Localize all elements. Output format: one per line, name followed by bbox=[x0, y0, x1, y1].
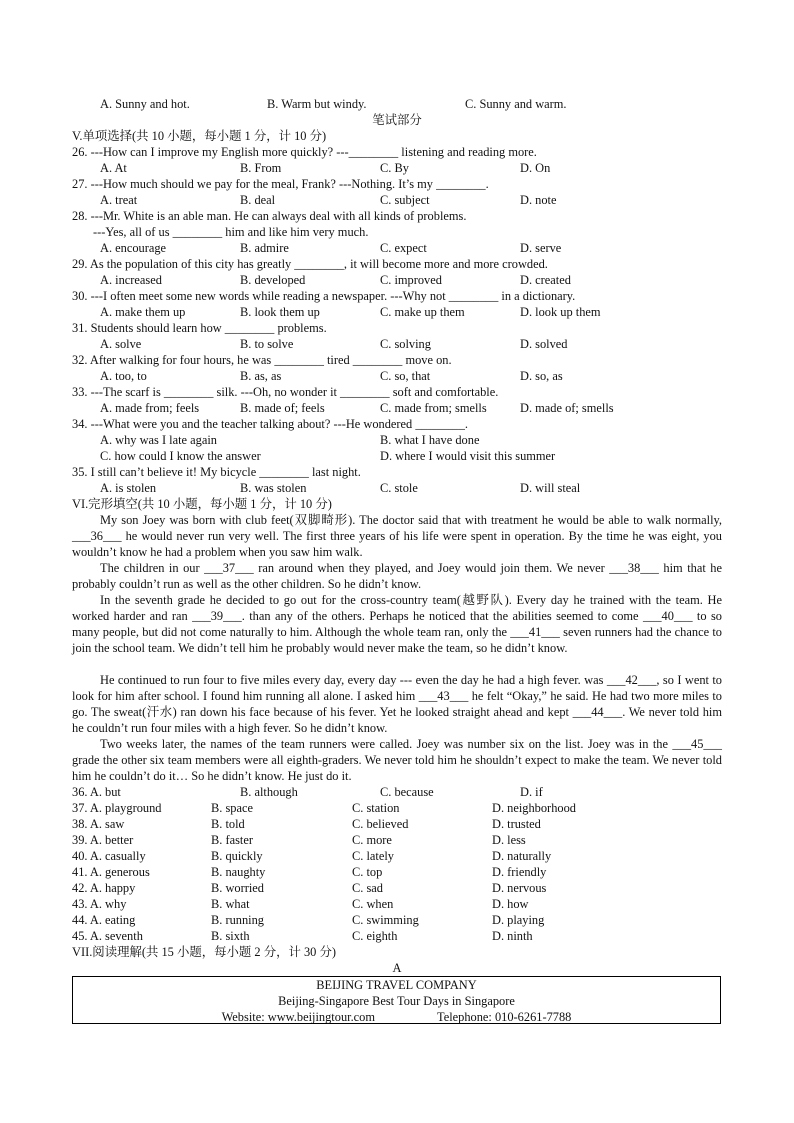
cloze-43-d: D. how bbox=[492, 897, 529, 911]
q29-d: D. created bbox=[520, 273, 571, 287]
cloze-39-d: D. less bbox=[492, 833, 526, 847]
q35-a: A. is stolen bbox=[100, 481, 157, 495]
cloze-45-b: B. sixth bbox=[211, 929, 250, 943]
q35-c: C. stole bbox=[380, 481, 418, 495]
cloze-41-a: 41. A. generous bbox=[72, 865, 150, 879]
q26-stem: 26. ---How can I improve my English more quickly? ---________ listening and reading more. bbox=[72, 145, 537, 159]
q26-d: D. On bbox=[520, 161, 551, 175]
cloze-37-c: C. station bbox=[352, 801, 400, 815]
q32-d: D. so, as bbox=[520, 369, 563, 383]
q32-a: A. too, to bbox=[100, 369, 147, 383]
q34-c: C. how could I know the answer bbox=[100, 449, 261, 463]
cloze-paragraph-5: Two weeks later, the names of the team runners were called. Joey was number six on the list. Joey was in the ___45___ grade the other six team members were all eighth-graders. We never told him he shouldn’t expect to make the team. We never told him he couldn’t do it… So he didn’t know. He just do it. bbox=[72, 737, 722, 783]
cloze-paragraph-2: The children in our ___37___ ran around when they played, and Joey would join them. We never ___38___ him that he probably couldn’t run as well as the other children. So he didn’t know. bbox=[72, 561, 722, 591]
q31-b: B. to solve bbox=[240, 337, 294, 351]
q35-b: B. was stolen bbox=[240, 481, 307, 495]
cloze-36-a: 36. A. but bbox=[72, 785, 121, 799]
cloze-45-d: D. ninth bbox=[492, 929, 533, 943]
cloze-37-a: 37. A. playground bbox=[72, 801, 162, 815]
cloze-44-c: C. swimming bbox=[352, 913, 419, 927]
q34-stem: 34. ---What were you and the teacher talking about? ---He wondered ________. bbox=[72, 417, 469, 431]
cloze-36-b: B. although bbox=[240, 785, 298, 799]
cloze-41-b: B. naughty bbox=[211, 865, 266, 879]
cloze-37-d: D. neighborhood bbox=[492, 801, 576, 815]
option-c: C. Sunny and warm. bbox=[465, 97, 567, 111]
q34-d: D. where I would visit this summer bbox=[380, 449, 556, 463]
section7-heading: VII.阅读理解(共 15 小题，每小题 2 分，计 30 分) bbox=[72, 945, 336, 959]
cloze-38-a: 38. A. saw bbox=[72, 817, 125, 831]
q35-stem: 35. I still can’t believe it! My bicycle ________ last night. bbox=[72, 465, 361, 479]
cloze-40-d: D. naturally bbox=[492, 849, 552, 863]
section5-heading: V.单项选择(共 10 小题，每小题 1 分，计 10 分) bbox=[72, 129, 327, 143]
q34-a: A. why was I late again bbox=[100, 433, 217, 447]
cloze-41-c: C. top bbox=[352, 865, 383, 879]
company-name: BEIJING TRAVEL COMPANY bbox=[316, 978, 477, 992]
q30-c: C. make up them bbox=[380, 305, 465, 319]
q28-stem2: ---Yes, all of us ________ him and like him very much. bbox=[93, 225, 369, 239]
q33-c: C. made from; smells bbox=[380, 401, 487, 415]
q32-stem: 32. After walking for four hours, he was ________ tired ________ move on. bbox=[72, 353, 452, 367]
cloze-41-d: D. friendly bbox=[492, 865, 547, 879]
section6-heading: VI.完形填空(共 10 小题，每小题 1 分，计 10 分) bbox=[72, 497, 332, 511]
q28-c: C. expect bbox=[380, 241, 427, 255]
q28-stem: 28. ---Mr. White is an able man. He can always deal with all kinds of problems. bbox=[72, 209, 467, 223]
q30-stem: 30. ---I often meet some new words while reading a newspaper. ---Why not ________ in a dictionary. bbox=[72, 289, 576, 303]
q35-d: D. will steal bbox=[520, 481, 581, 495]
q33-stem: 33. ---The scarf is ________ silk. ---Oh, no wonder it ________ soft and comfortable. bbox=[72, 385, 499, 399]
q27-a: A. treat bbox=[100, 193, 138, 207]
q28-b: B. admire bbox=[240, 241, 289, 255]
cloze-42-b: B. worried bbox=[211, 881, 264, 895]
cloze-44-a: 44. A. eating bbox=[72, 913, 136, 927]
cloze-40-a: 40. A. casually bbox=[72, 849, 146, 863]
cloze-38-d: D. trusted bbox=[492, 817, 541, 831]
cloze-45-c: C. eighth bbox=[352, 929, 398, 943]
option-b: B. Warm but windy. bbox=[267, 97, 367, 111]
cloze-39-a: 39. A. better bbox=[72, 833, 134, 847]
q33-b: B. made of; feels bbox=[240, 401, 325, 415]
cloze-36-d: D. if bbox=[520, 785, 543, 799]
written-part-title: 笔试部分 bbox=[372, 113, 422, 127]
q31-stem: 31. Students should learn how ________ problems. bbox=[72, 321, 327, 335]
q27-d: D. note bbox=[520, 193, 557, 207]
cloze-45-a: 45. A. seventh bbox=[72, 929, 143, 943]
option-a: A. Sunny and hot. bbox=[100, 97, 190, 111]
q28-a: A. encourage bbox=[100, 241, 167, 255]
cloze-42-a: 42. A. happy bbox=[72, 881, 136, 895]
q29-c: C. improved bbox=[380, 273, 442, 287]
cloze-37-b: B. space bbox=[211, 801, 253, 815]
cloze-36-c: C. because bbox=[380, 785, 434, 799]
q33-a: A. made from; feels bbox=[100, 401, 200, 415]
q26-b: B. From bbox=[240, 161, 282, 175]
cloze-43-b: B. what bbox=[211, 897, 250, 911]
contact-line bbox=[73, 1009, 720, 1025]
q30-a: A. make them up bbox=[100, 305, 186, 319]
travel-ad-box bbox=[72, 976, 721, 1024]
website: Website: www.beijingtour.com bbox=[221, 1010, 376, 1024]
q29-b: B. developed bbox=[240, 273, 306, 287]
q33-d: D. made of; smells bbox=[520, 401, 614, 415]
q32-c: C. so, that bbox=[380, 369, 431, 383]
q27-stem: 27. ---How much should we pay for the meal, Frank? ---Nothing. It’s my ________. bbox=[72, 177, 489, 191]
passage-label: A bbox=[392, 961, 402, 975]
q31-d: D. solved bbox=[520, 337, 568, 351]
cloze-paragraph-4: He continued to run four to five miles every day, every day --- even the day he had a high fever. was ___42___, so I went to look for him after school. I found him running all alone. I asked him ___43___ he felt “Okay,” he said. He had two more miles to go. The sweat(汗水) ran down his face because of his fever. Yet he looked straight ahead and kept ___44___. We never told him he couldn’t run four miles with a high fever. So he didn’t know. bbox=[72, 673, 722, 735]
cloze-paragraph-1: My son Joey was born with club feet(双脚畸形). The doctor said that with treatment he would be able to walk normally, ___36___ he would never run very well. The first three years of his life were spent in operation. By the time he was eight, you wouldn’t know he had a problem when you saw him walk. bbox=[72, 513, 722, 559]
q34-b: B. what I have done bbox=[380, 433, 480, 447]
cloze-40-c: C. lately bbox=[352, 849, 394, 863]
cloze-42-c: C. sad bbox=[352, 881, 383, 895]
cloze-38-b: B. told bbox=[211, 817, 245, 831]
cloze-40-b: B. quickly bbox=[211, 849, 263, 863]
q27-c: C. subject bbox=[380, 193, 430, 207]
q29-stem: 29. As the population of this city has greatly ________, it will become more and more crowded. bbox=[72, 257, 548, 271]
q32-b: B. as, as bbox=[240, 369, 282, 383]
q26-c: C. By bbox=[380, 161, 409, 175]
q28-d: D. serve bbox=[520, 241, 562, 255]
q27-b: B. deal bbox=[240, 193, 276, 207]
cloze-42-d: D. nervous bbox=[492, 881, 547, 895]
cloze-39-b: B. faster bbox=[211, 833, 253, 847]
cloze-paragraph-3: In the seventh grade he decided to go out for the cross-country team(越野队). Every day he trained with the team. He worked harder and ran ___39___. than any of the others. Perhaps he noticed that the abilities seemed to come ___40___ to so many people, but did not come naturally to him. Although the whole team ran, only the ___41___ seven runners had the chance to join the school team. We didn’t tell him he probably would never make the team, so he didn’t know. bbox=[72, 593, 722, 655]
tour-title: Beijing-Singapore Best Tour Days in Singapore bbox=[278, 994, 515, 1008]
q30-b: B. look them up bbox=[240, 305, 320, 319]
q31-a: A. solve bbox=[100, 337, 142, 351]
cloze-44-d: D. playing bbox=[492, 913, 545, 927]
q31-c: C. solving bbox=[380, 337, 431, 351]
q26-a: A. At bbox=[100, 161, 127, 175]
q30-d: D. look up them bbox=[520, 305, 601, 319]
telephone: Telephone: 010-6261-7788 bbox=[437, 1010, 572, 1024]
q29-a: A. increased bbox=[100, 273, 162, 287]
cloze-39-c: C. more bbox=[352, 833, 392, 847]
cloze-44-b: B. running bbox=[211, 913, 265, 927]
cloze-43-a: 43. A. why bbox=[72, 897, 127, 911]
cloze-38-c: C. believed bbox=[352, 817, 409, 831]
cloze-43-c: C. when bbox=[352, 897, 394, 911]
